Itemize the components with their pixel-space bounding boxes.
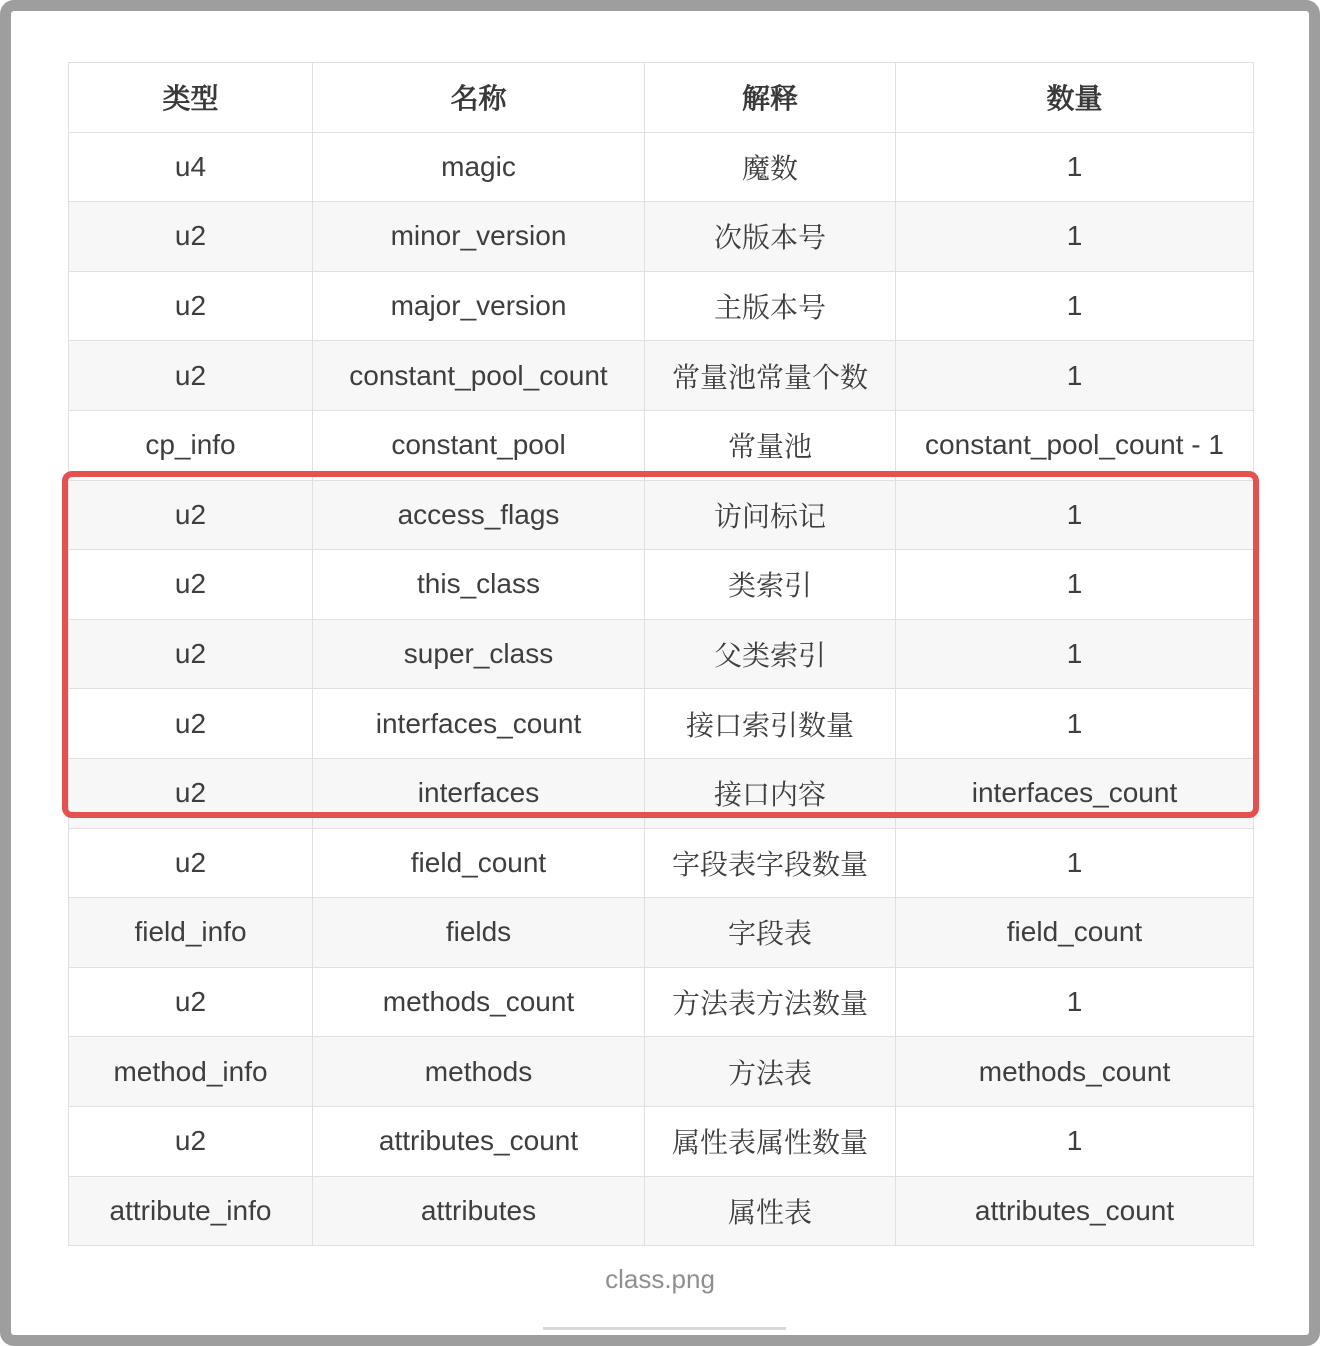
cell-explanation: 常量池常量个数 [645,341,896,411]
cell-type: method_info [69,1037,313,1107]
cell-explanation: 方法表方法数量 [645,967,896,1037]
table-row-interfaces [69,758,1254,828]
cell-explanation: 方法表 [645,1037,896,1107]
cell-name: magic [313,132,645,202]
cell-count: 1 [896,967,1254,1037]
cell-name: major_version [313,271,645,341]
cell-count: attributes_count [896,1176,1254,1246]
cell-explanation: 次版本号 [645,202,896,272]
table-row-magic [69,132,1254,202]
cell-explanation: 类索引 [645,550,896,620]
cell-name: constant_pool [313,410,645,480]
cell-type: u2 [69,967,313,1037]
cell-count: 1 [896,202,1254,272]
cell-explanation: 字段表字段数量 [645,828,896,898]
cell-name: super_class [313,619,645,689]
cell-name: fields [313,898,645,968]
column-header-name: 名称 [313,63,645,133]
cell-explanation: 字段表 [645,898,896,968]
cell-explanation: 魔数 [645,132,896,202]
cell-count: field_count [896,898,1254,968]
column-header-count: 数量 [896,63,1254,133]
table-row-attributes [69,1176,1254,1246]
cell-name: attributes [313,1176,645,1246]
cell-name: methods [313,1037,645,1107]
cell-explanation: 常量池 [645,410,896,480]
table-row-access-flags [69,480,1254,550]
table-row-constant-pool-count [69,341,1254,411]
cell-count: 1 [896,271,1254,341]
cell-count: interfaces_count [896,758,1254,828]
cell-type: u2 [69,480,313,550]
table-row-fields [69,898,1254,968]
cell-name: attributes_count [313,1106,645,1176]
cell-name: field_count [313,828,645,898]
table-row-methods [69,1037,1254,1107]
cell-name: methods_count [313,967,645,1037]
cell-explanation: 接口内容 [645,758,896,828]
table-row-minor-version [69,202,1254,272]
cell-count: 1 [896,550,1254,620]
cell-type: u2 [69,550,313,620]
cell-explanation: 属性表属性数量 [645,1106,896,1176]
cell-type: u2 [69,271,313,341]
cell-explanation: 属性表 [645,1176,896,1246]
cell-type: attribute_info [69,1176,313,1246]
column-header-explanation: 解释 [645,63,896,133]
cell-type: u2 [69,1106,313,1176]
image-caption: class.png [605,1264,715,1294]
cell-type: u4 [69,132,313,202]
cell-count: 1 [896,480,1254,550]
cell-explanation: 父类索引 [645,619,896,689]
cell-count: 1 [896,132,1254,202]
cell-explanation: 访问标记 [645,480,896,550]
table-row-attributes-count [69,1106,1254,1176]
cell-count: 1 [896,341,1254,411]
cell-type: u2 [69,202,313,272]
cell-name: access_flags [313,480,645,550]
cell-name: interfaces_count [313,689,645,759]
table-row-interfaces-count [69,689,1254,759]
cell-count: 1 [896,619,1254,689]
cell-name: constant_pool_count [313,341,645,411]
cell-type: u2 [69,341,313,411]
table-header-row [69,63,1254,133]
table-row-field-count [69,828,1254,898]
table-row-super-class [69,619,1254,689]
cell-type: u2 [69,689,313,759]
cell-count: constant_pool_count - 1 [896,410,1254,480]
cell-type: field_info [69,898,313,968]
table-row-constant-pool [69,410,1254,480]
cell-name: this_class [313,550,645,620]
table-row-major-version [69,271,1254,341]
cell-type: cp_info [69,410,313,480]
table-row-methods-count [69,967,1254,1037]
cell-count: 1 [896,1106,1254,1176]
table-row-this-class [69,550,1254,620]
cell-explanation: 主版本号 [645,271,896,341]
bottom-divider-line [543,1327,786,1330]
cell-count: 1 [896,689,1254,759]
cell-type: u2 [69,619,313,689]
cell-count: methods_count [896,1037,1254,1107]
class-file-structure-table [68,62,1254,1246]
column-header-type: 类型 [69,63,313,133]
cell-name: interfaces [313,758,645,828]
cell-count: 1 [896,828,1254,898]
cell-type: u2 [69,758,313,828]
cell-name: minor_version [313,202,645,272]
cell-type: u2 [69,828,313,898]
cell-explanation: 接口索引数量 [645,689,896,759]
